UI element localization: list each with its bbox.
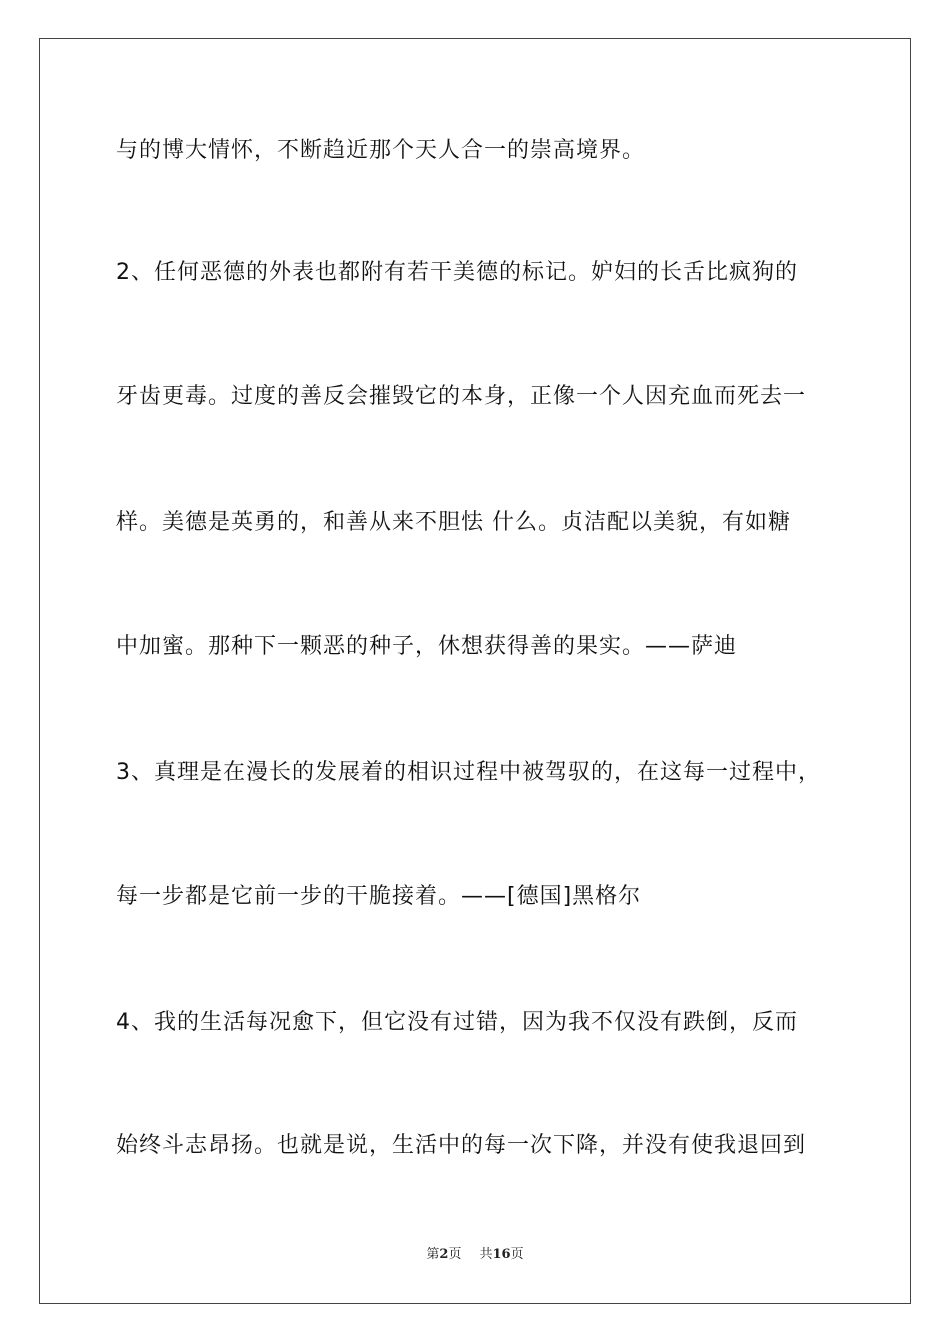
text-line-4: 样。美德是英勇的，和善从来不胆怯 什么。贞洁配以美貌，有如糖: [116, 510, 791, 535]
total-pages: 16: [492, 1247, 511, 1262]
text-line-9: 始终斗志昂扬。也就是说，生活中的每一次下降，并没有使我退回到: [116, 1133, 807, 1158]
total-suffix: 页: [510, 1247, 524, 1262]
page-frame: [39, 38, 911, 1304]
text-line-3: 牙齿更毒。过度的善反会摧毁它的本身，正像一个人因充血而死去一: [116, 384, 807, 409]
total-prefix: 共: [479, 1247, 493, 1262]
page-footer: [0, 1246, 950, 1264]
text-line-8: 4、我的生活每况愈下，但它没有过错，因为我不仅没有跌倒，反而: [116, 1010, 798, 1035]
page-prefix: 第: [426, 1247, 440, 1262]
text-line-1: 与的博大情怀，不断趋近那个天人合一的崇高境界。: [116, 138, 646, 163]
text-line-2: 2、任何恶德的外表也都附有若干美德的标记。妒妇的长舌比疯狗的: [116, 260, 798, 285]
page-number: 2: [439, 1247, 449, 1262]
text-line-5: 中加蜜。那种下一颗恶的种子，休想获得善的果实。——萨迪: [116, 634, 738, 659]
page-suffix: 页: [448, 1247, 462, 1262]
text-line-6: 3、真理是在漫长的发展着的相识过程中被驾驭的，在这每一过程中，: [116, 760, 821, 785]
text-line-7: 每一步都是它前一步的干脆接着。——[德国]黑格尔: [116, 884, 642, 909]
